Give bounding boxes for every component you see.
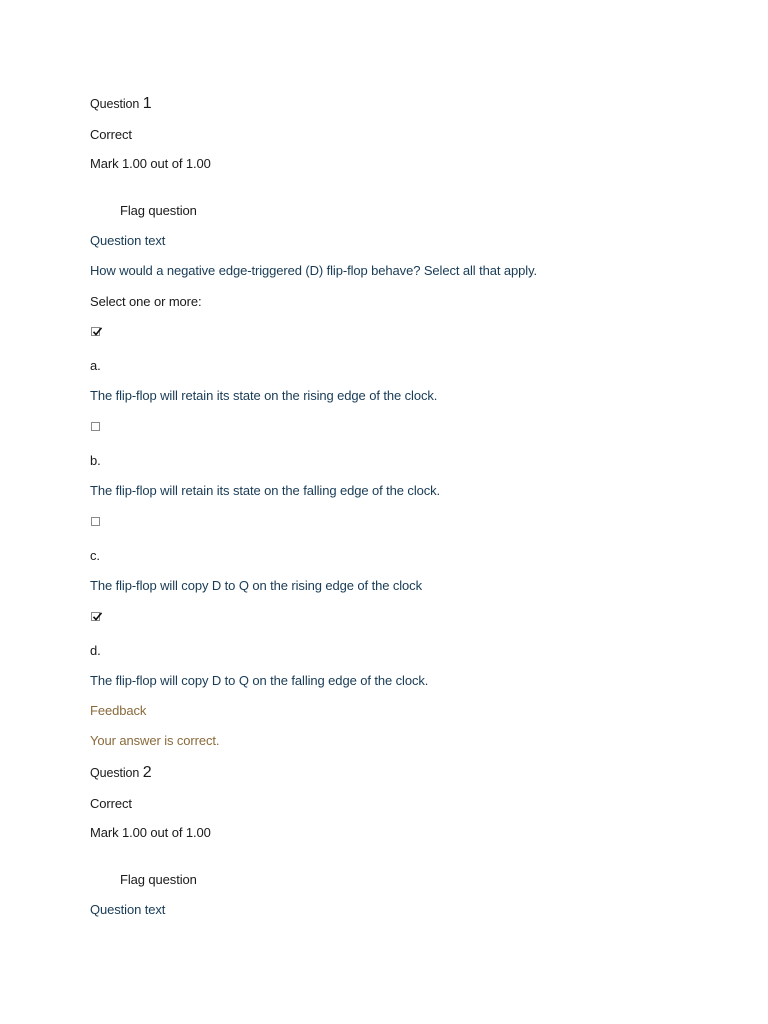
question-1-flag-button[interactable]: Flag question	[120, 203, 197, 218]
option-b-letter: b.	[90, 453, 101, 468]
question-number: 1	[142, 95, 152, 112]
feedback-heading: Feedback	[90, 703, 147, 718]
option-d-letter: d.	[90, 643, 101, 658]
option-c-checkbox[interactable]	[91, 517, 100, 526]
question-1-mark: Mark 1.00 out of 1.00	[90, 156, 211, 171]
question-2-mark: Mark 1.00 out of 1.00	[90, 825, 211, 840]
question-label: Question	[90, 97, 140, 111]
question-number: 2	[142, 764, 152, 781]
question-1-text-heading: Question text	[90, 233, 166, 248]
question-2-state: Correct	[90, 796, 132, 811]
option-d-text: The flip-flop will copy D to Q on the falling edge of the clock.	[90, 673, 429, 688]
option-b-text: The flip-flop will retain its state on the falling edge of the clock.	[90, 483, 441, 498]
question-1-state: Correct	[90, 127, 132, 142]
question-1-instruction: Select one or more:	[90, 294, 202, 309]
question-2-text-heading: Question text	[90, 902, 166, 917]
checkmark-icon	[92, 327, 102, 337]
option-c-text: The flip-flop will copy D to Q on the rising edge of the clock	[90, 578, 422, 593]
feedback-text: Your answer is correct.	[90, 733, 220, 748]
question-1-heading	[90, 96, 152, 112]
option-b-checkbox[interactable]	[91, 422, 100, 431]
checkmark-icon	[92, 612, 102, 622]
question-1-prompt: How would a negative edge-triggered (D) flip-flop behave? Select all that apply.	[90, 263, 538, 278]
question-2-flag-button[interactable]: Flag question	[120, 872, 197, 887]
option-a-text: The flip-flop will retain its state on the rising edge of the clock.	[90, 388, 438, 403]
question-label: Question	[90, 766, 140, 780]
option-d-checkbox[interactable]	[91, 612, 100, 621]
option-a-checkbox[interactable]	[91, 327, 100, 336]
option-c-letter: c.	[90, 548, 100, 563]
question-2-heading	[90, 765, 152, 781]
option-a-letter: a.	[90, 358, 101, 373]
